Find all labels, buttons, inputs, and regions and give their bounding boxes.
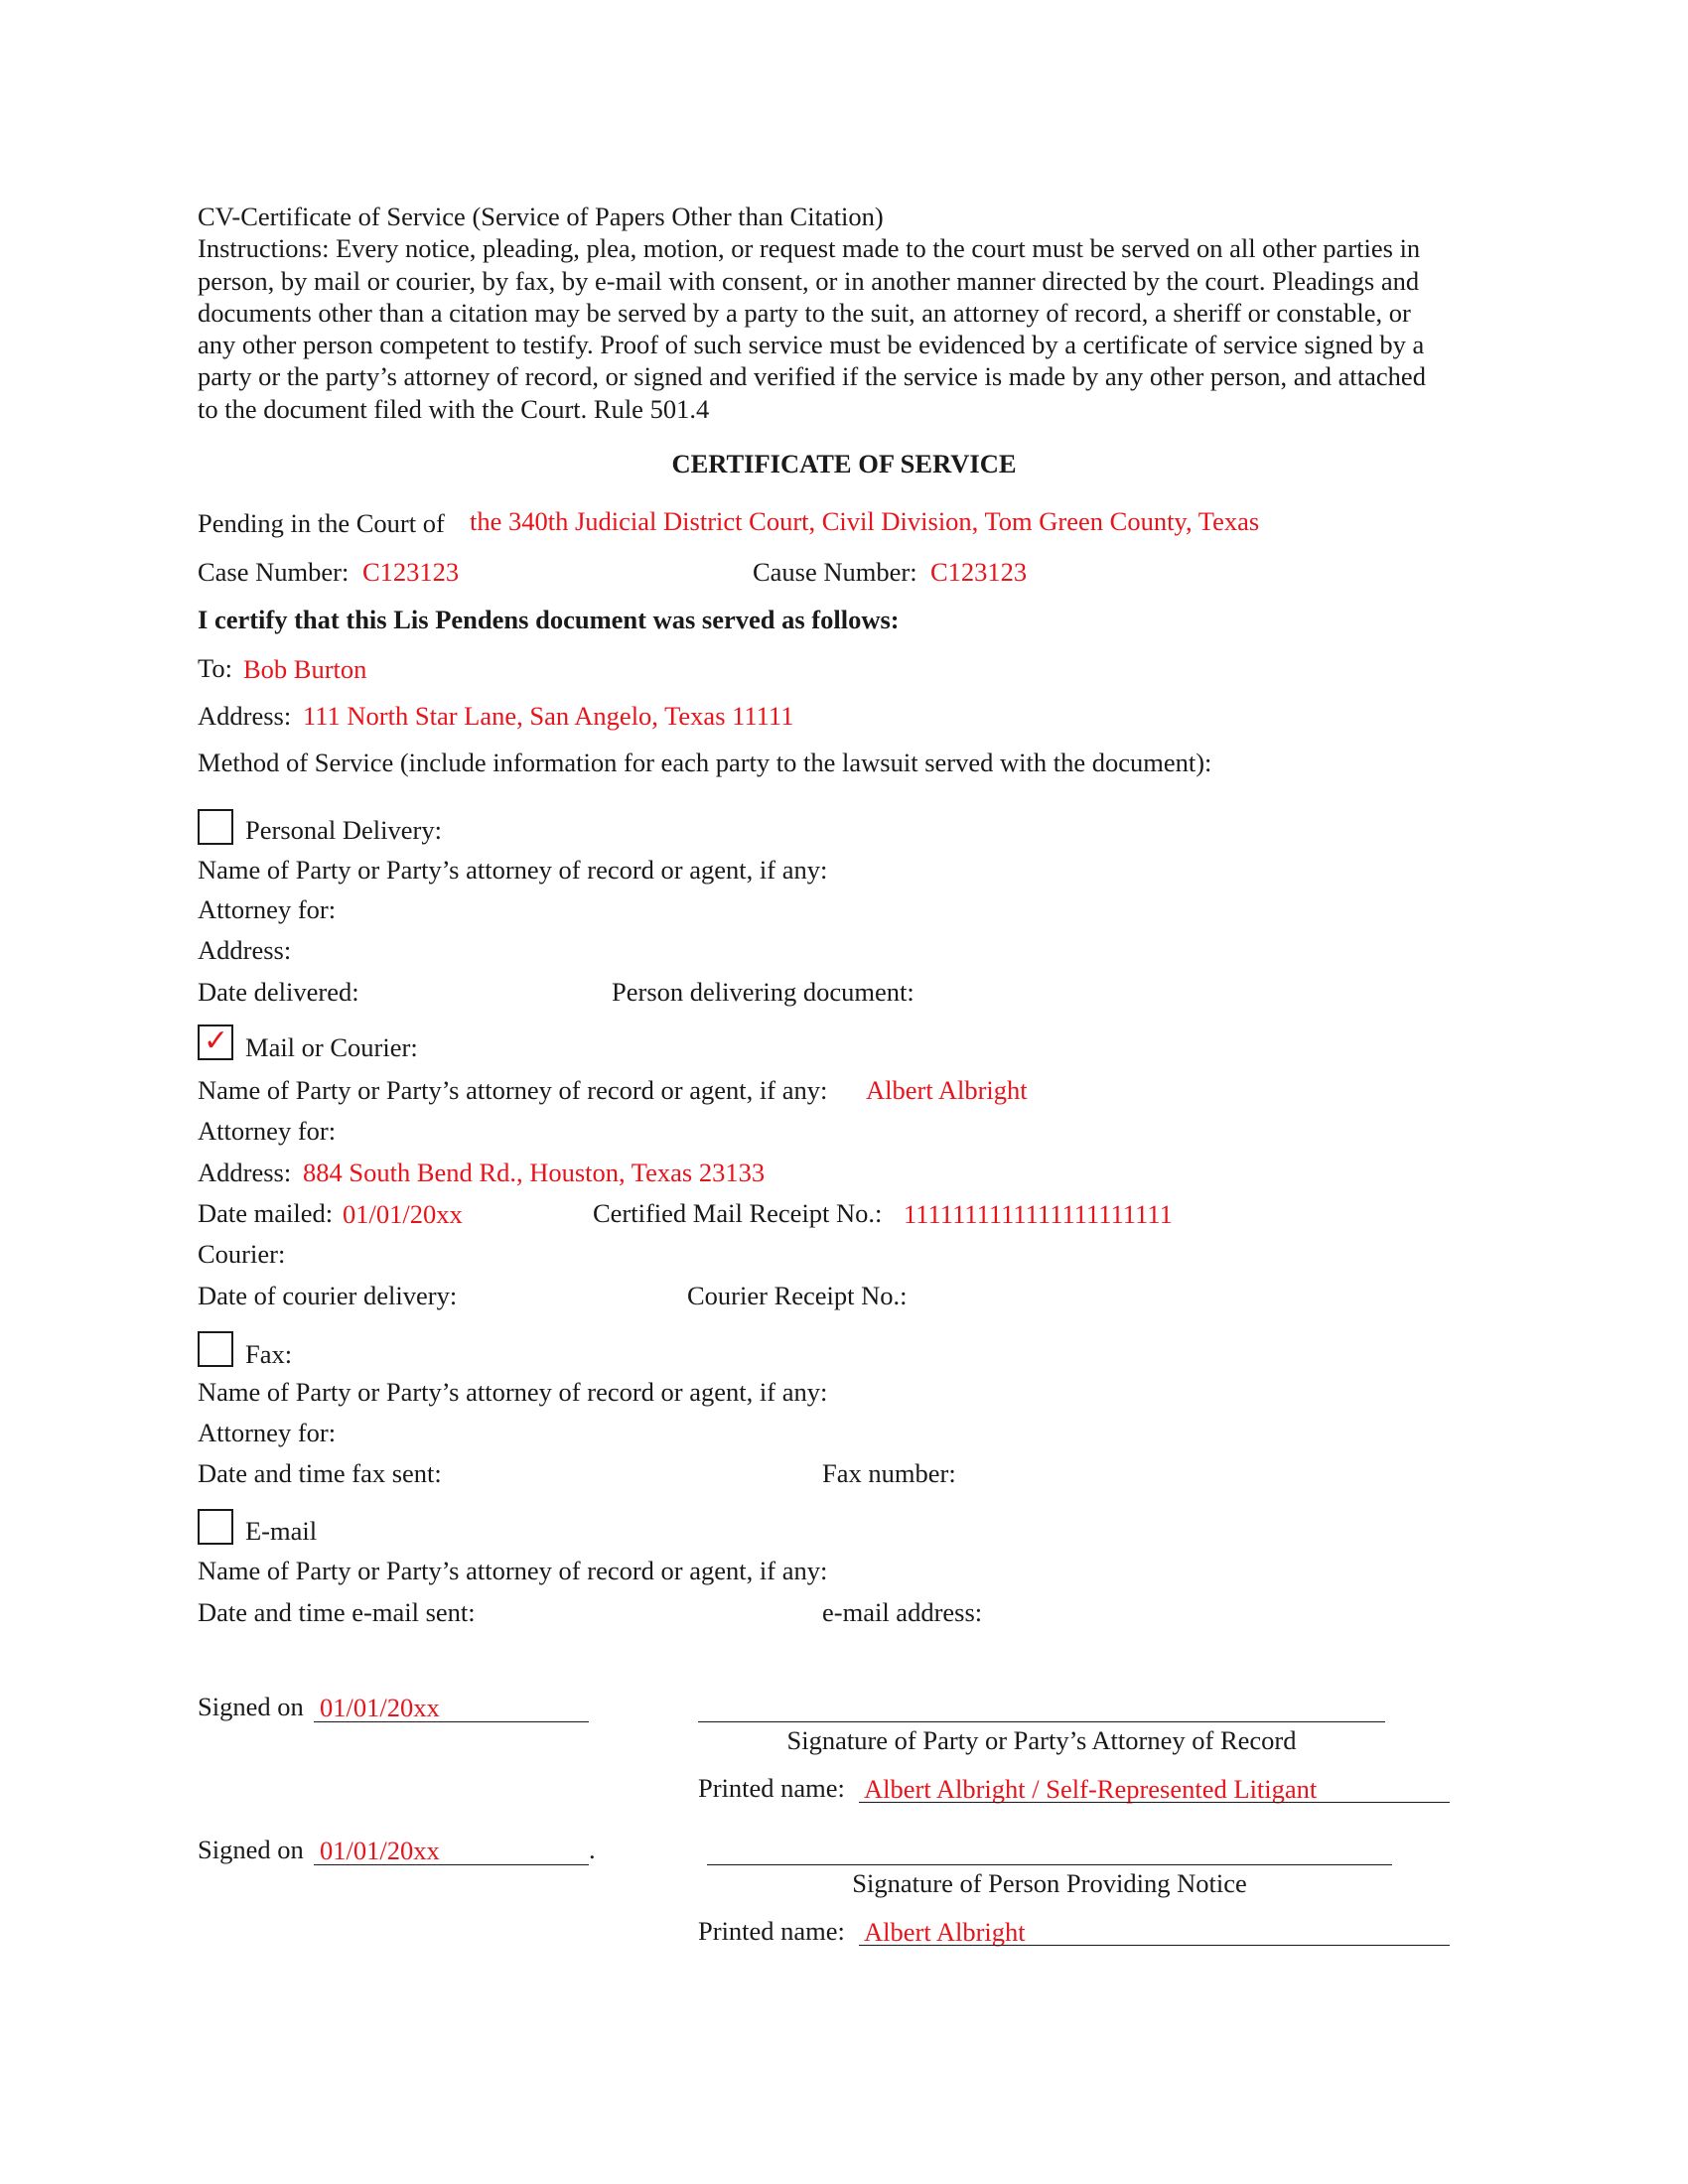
email-address-label: e-mail address: <box>822 1597 983 1627</box>
court-value: the 340th Judicial District Court, Civil Division, Tom Green County, Texas <box>470 506 1260 536</box>
mail-address-label: Address: <box>198 1158 292 1187</box>
fax-checkbox[interactable] <box>198 1331 233 1367</box>
signed-on-label-1: Signed on <box>198 1692 304 1721</box>
signature-caption-1: Signature of Party or Party’s Attorney of Record <box>786 1725 1297 1755</box>
address-label: Address: <box>198 701 292 731</box>
instructions-line: party or the party’s attorney of record, or signed and verified if the service is made by any other person, and attached <box>198 361 1426 392</box>
mail-courier-label: Mail or Courier: <box>245 1032 418 1062</box>
personal-delivery-label: Personal Delivery: <box>245 815 442 845</box>
printed-name-value-1: Albert Albright / Self-Represented Litigant <box>864 1774 1318 1804</box>
instructions-line: documents other than a citation may be served by a party to the suit, an attorney of record, a sheriff or constable, or <box>198 297 1411 328</box>
personal-name-label: Name of Party or Party’s attorney of record or agent, if any: <box>198 855 828 885</box>
email-date-label: Date and time e-mail sent: <box>198 1597 476 1627</box>
mail-address-value: 884 South Bend Rd., Houston, Texas 23133 <box>303 1158 766 1187</box>
courier-receipt-label: Courier Receipt No.: <box>687 1281 908 1310</box>
printed-name-value-2: Albert Albright <box>864 1917 1026 1947</box>
courier-label: Courier: <box>198 1239 286 1269</box>
method-intro: Method of Service (include information for each party to the lawsuit served with the document): <box>198 748 1212 777</box>
personal-person-label: Person delivering document: <box>612 977 914 1007</box>
signature-caption-2: Signature of Person Providing Notice <box>852 1868 1247 1898</box>
mail-courier-checkbox[interactable] <box>198 1024 233 1060</box>
fax-attorney-label: Attorney for: <box>198 1418 337 1447</box>
personal-attorney-label: Attorney for: <box>198 894 337 924</box>
certificate-title: CERTIFICATE OF SERVICE <box>671 449 1017 478</box>
mail-receipt-value: 1111111111111111111111 <box>904 1199 1173 1229</box>
to-label: To: <box>198 653 232 683</box>
personal-address-label: Address: <box>198 935 292 965</box>
mail-name-label: Name of Party or Party’s attorney of record or agent, if any: <box>198 1075 828 1105</box>
address-value: 111 North Star Lane, San Angelo, Texas 11111 <box>303 701 794 731</box>
email-label: E-mail <box>245 1516 318 1546</box>
case-number-label: Case Number: <box>198 557 350 587</box>
certify-statement: I certify that this Lis Pendens document was served as follows: <box>198 605 900 634</box>
instructions-line: person, by mail or courier, by fax, by e-mail with consent, or in another manner directed by the court. Pleadings and <box>198 265 1420 296</box>
courier-date-label: Date of courier delivery: <box>198 1281 458 1310</box>
mail-attorney-label: Attorney for: <box>198 1116 337 1146</box>
email-name-label: Name of Party or Party’s attorney of record or agent, if any: <box>198 1556 828 1585</box>
printed-name-line-1 <box>859 1802 1450 1803</box>
personal-date-label: Date delivered: <box>198 977 359 1007</box>
signature-line-2[interactable] <box>707 1864 1392 1865</box>
instructions-block <box>198 201 1488 425</box>
to-value: Bob Burton <box>243 654 367 684</box>
email-checkbox[interactable] <box>198 1509 233 1545</box>
printed-name-label-1: Printed name: <box>698 1773 845 1803</box>
fax-label: Fax: <box>245 1339 293 1369</box>
mail-name-value: Albert Albright <box>866 1075 1028 1105</box>
cause-number-label: Cause Number: <box>753 557 917 587</box>
signed-on-period: . <box>589 1835 596 1864</box>
signed-on-line-2 <box>314 1864 589 1865</box>
instructions-line: to the document filed with the Court. Rule 501.4 <box>198 393 710 424</box>
signed-on-label-2: Signed on <box>198 1835 304 1864</box>
mail-receipt-label: Certified Mail Receipt No.: <box>593 1198 883 1228</box>
signed-on-value-2: 01/01/20xx <box>320 1836 440 1865</box>
mail-date-value: 01/01/20xx <box>343 1199 463 1229</box>
case-number-value: C123123 <box>362 557 460 587</box>
fax-date-label: Date and time fax sent: <box>198 1458 442 1488</box>
printed-name-line-2 <box>859 1945 1450 1946</box>
cause-number-value: C123123 <box>930 557 1028 587</box>
printed-name-label-2: Printed name: <box>698 1916 845 1946</box>
fax-number-label: Fax number: <box>822 1458 956 1488</box>
signed-on-value-1: 01/01/20xx <box>320 1693 440 1722</box>
instructions-line: Instructions: Every notice, pleading, plea, motion, or request made to the court must be served on all other parties in <box>198 233 1421 264</box>
court-label: Pending in the Court of <box>198 508 445 538</box>
mail-date-label: Date mailed: <box>198 1198 334 1228</box>
checkmark-icon: ✓ <box>204 1024 229 1057</box>
signature-line-1[interactable] <box>698 1721 1385 1722</box>
personal-delivery-checkbox[interactable] <box>198 809 233 845</box>
fax-name-label: Name of Party or Party’s attorney of record or agent, if any: <box>198 1377 828 1407</box>
instructions-line: any other person competent to testify. Proof of such service must be evidenced by a certificate of service signed by a <box>198 330 1425 360</box>
signed-on-line-1 <box>314 1721 589 1722</box>
form-title: CV-Certificate of Service (Service of Papers Other than Citation) <box>198 202 884 231</box>
